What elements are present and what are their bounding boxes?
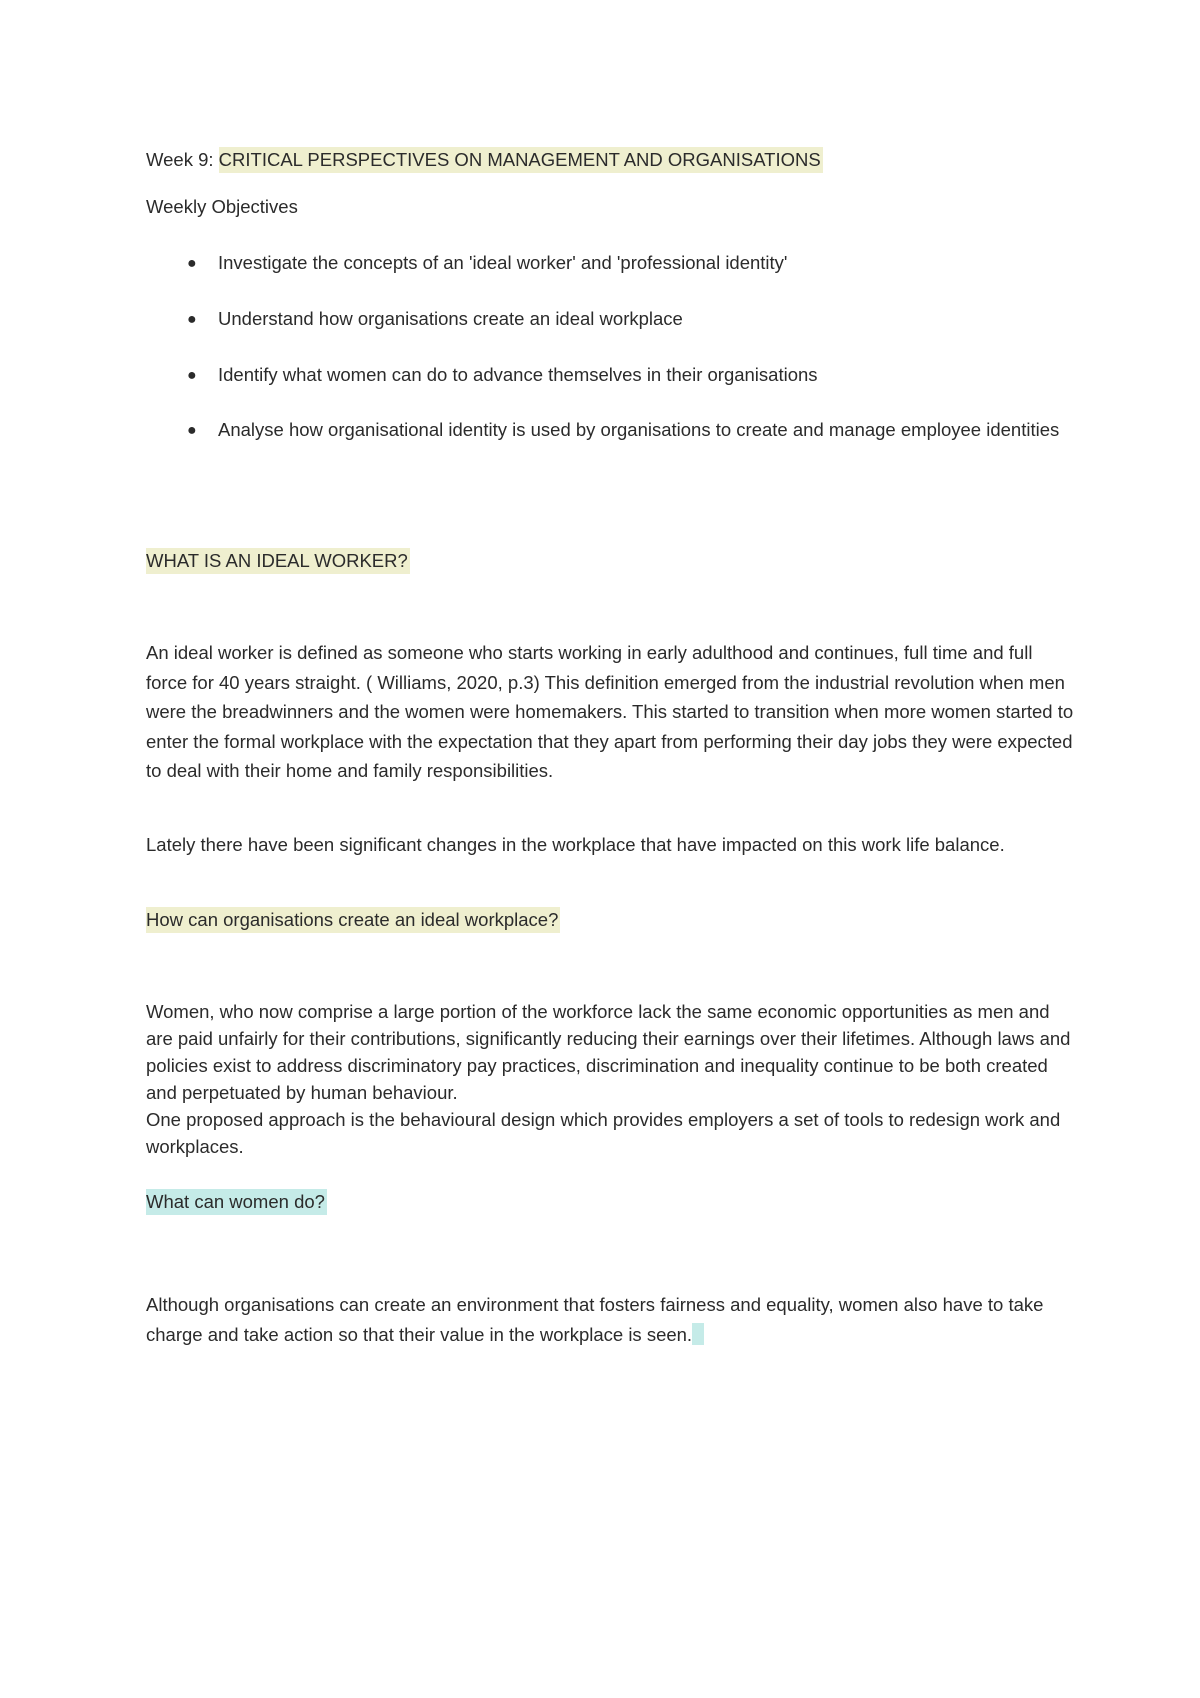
women-paragraph-1: [146, 1290, 1076, 1349]
paragraph-text: An ideal worker is defined as someone who starts working in early adulthood and continues, full time and full force for 40 years straight. ( Williams, 2020, p.3) This definition emerged from the industrial revolution when men were the breadwinners and the women were homemakers. This started to transition when more women started to enter the formal workplace with the expectation that they apart from performing their day jobs they were expected to deal with their home and family responsibilities.: [146, 642, 1074, 781]
ideal-workplace-paragraph-1: [146, 998, 1076, 1106]
ideal-worker-paragraph-2: [146, 830, 1076, 860]
section-heading-ideal-workplace: [146, 910, 560, 930]
objective-item: Analyse how organisational identity is used by organisations to create and manage employee identities: [218, 419, 1060, 440]
paragraph-text: One proposed approach is the behavioural design which provides employers a set of tools to redesign work and workplaces.: [146, 1109, 1061, 1157]
paragraph-with-cursor: [146, 1290, 1076, 1349]
section-heading-ideal-worker: [146, 551, 410, 571]
ideal-workplace-paragraph-2: [146, 1106, 1076, 1160]
objective-item: Understand how organisations create an ideal workplace: [218, 308, 683, 329]
section-heading-ideal-worker-text: WHAT IS AN IDEAL WORKER?: [146, 548, 410, 574]
section-heading-ideal-workplace-text: How can organisations create an ideal workplace?: [146, 907, 560, 933]
objective-item: Investigate the concepts of an 'ideal worker' and 'professional identity': [218, 252, 788, 273]
bullet-icon: ●: [187, 255, 197, 272]
ideal-worker-paragraph-1: [146, 638, 1076, 786]
objective-item: Identify what women can do to advance themselves in their organisations: [218, 364, 818, 385]
week-label: Week 9:: [146, 149, 214, 170]
bullet-icon: ●: [187, 311, 197, 328]
bullet-icon: ●: [187, 422, 197, 439]
section-heading-women-text: What can women do?: [146, 1189, 327, 1215]
paragraph-text: Lately there have been significant changes in the workplace that have impacted on this work life balance.: [146, 834, 1005, 855]
paragraph-text: Although organisations can create an environment that fosters fairness and equality, women also have to take charge and take action so that their value in the workplace is seen.: [146, 1294, 1044, 1345]
bullet-icon: ●: [187, 367, 197, 384]
objectives-heading: Weekly Objectives: [146, 196, 298, 217]
title-line: [146, 150, 823, 170]
section-heading-women: [146, 1192, 327, 1212]
paragraph-text: Women, who now comprise a large portion of the workforce lack the same economic opportunities as men and are paid unfairly for their contributions, significantly reducing their earnings over their lifetimes. Although laws and policies exist to address discriminatory pay practices, discrimination and inequality continue to be both created and perpetuated by human behaviour.: [146, 1001, 1071, 1103]
text-cursor-highlight: [692, 1323, 704, 1345]
course-title: CRITICAL PERSPECTIVES ON MANAGEMENT AND ORGANISATIONS: [219, 147, 823, 173]
